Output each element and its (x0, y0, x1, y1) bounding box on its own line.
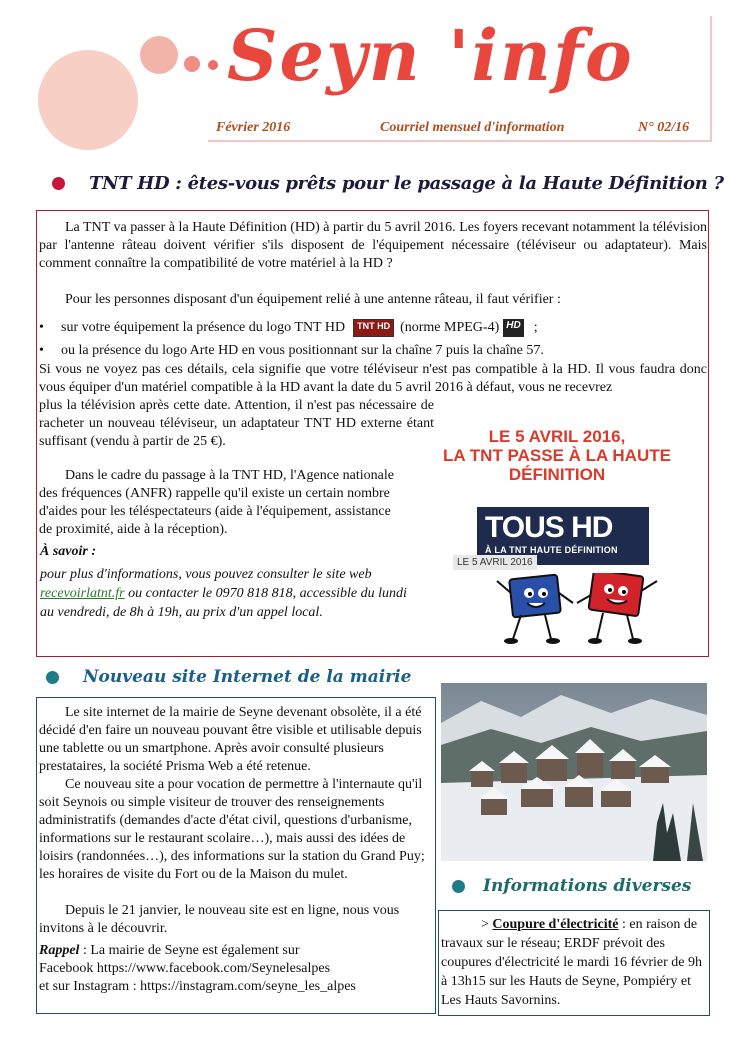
list-item (39, 342, 639, 360)
section-title: TNT HD : êtes-vous prêts pour le passage à la Haute Définition ? (89, 173, 724, 194)
power-cut-notice (441, 915, 707, 1010)
asavoir-text (40, 565, 410, 622)
section-heading-site (46, 667, 411, 687)
infos-article-box (438, 910, 710, 1016)
decorative-circle-small (184, 56, 200, 72)
seyne-winter-village-photo (441, 683, 707, 861)
asavoir-label: À savoir : (40, 544, 96, 559)
hd-tv-logo-icon: HD (503, 319, 523, 337)
tnt-paragraph-compat: Si vous ne voyez pas ces détails, cela signifie que votre téléviseur n'est pas compatible à la HD. Il vous faudra donc vous équiper d'un matériel compatible à la HD avant la date du 5 avril 2016 à défaut, vous ne recevrez (39, 362, 707, 395)
promo-line: DÉFINITION (508, 465, 606, 484)
instagram-link[interactable]: et sur Instagram : https://instagram.com/seyne_les_alpes (39, 979, 356, 994)
bullet-icon (52, 177, 65, 190)
list-bullet: • (39, 320, 44, 335)
site-article-box (36, 697, 436, 1014)
logo-date-band: LE 5 AVRIL 2016 (453, 555, 537, 570)
list-bullet: • (39, 343, 44, 358)
list-item (39, 319, 639, 337)
newsletter-title: Seyn 'info (227, 14, 634, 97)
tnt-paragraph-intro: La TNT va passer à la Haute Définition (HD) à partir du 5 avril 2016. Les foyers recevant notamment la télévision par l'antenne râteau doivent vérifier s'ils disposent de l'équipement nécessaire (téléviseur ou adaptateur). Mais comment connaître la compatibilité de votre matériel à la HD ? (39, 220, 707, 271)
asavoir-text-start: pour plus d'informations, vous pouvez consulter le site web (40, 567, 372, 582)
issue-date: Février 2016 (216, 120, 291, 135)
tnt-article-box (36, 210, 709, 657)
tv-mascots-illustration (491, 573, 671, 651)
promo-line: LA TNT PASSE À LA HAUTE (443, 446, 671, 465)
logo-title: TOUS HD (485, 511, 613, 544)
logo-subtitle: À LA TNT HAUTE DÉFINITION (485, 545, 618, 555)
site-paragraph-intro: Le site internet de la mairie de Seyne devenant obsolète, il a été décidé d'en faire un nouveau pouvant être visible et utilisable depuis une tablette ou un smartphone. Après avoir consulté plusieurs prestataires, la société Prisma Web a été retenue. (39, 705, 422, 774)
tnt-paragraph-adapter: plus la télévision après cette date. Attention, il n'est pas nécessaire de racheter un nouveau téléviseur, un adaptateur TNT HD externe étant suffisant (vendu à partir de 25 €). (39, 398, 434, 449)
tnt-paragraph-anfr: Dans le cadre du passage à la TNT HD, l'Agence nationale des fréquences (ANFR) rappelle qu'il existe un certain nombre d'aides pour les téléspectateurs (aide à l'équipement, assistance de proximité, aide à la réception). (39, 468, 394, 537)
section-title: Nouveau site Internet de la mairie (83, 667, 412, 687)
notice-text: : en raison de travaux sur le réseau; ERDF prévoit des coupures d'électricité le mardi 16 février de 9h à 13h15 sur les Hauts de Seyne, Pompiéry et Les Hauts Savornins. (441, 917, 703, 1008)
rappel-text: : La mairie de Seyne est également sur (79, 943, 300, 958)
list-item-text: sur votre équipement la présence du logo TNT HD (61, 320, 346, 335)
notice-prefix: > (481, 917, 493, 932)
rappel-line (39, 942, 433, 960)
issue-number: N° 02/16 (638, 120, 690, 135)
site-paragraph-purpose: Ce nouveau site a pour vocation de permettre à l'internaute qu'il soit Seynois ou simple visiteur de trouver des renseignements administratifs (demandes d'acte d'état civil, questions d'urbanisme, informations sur le restaurant scolaire…), mais aussi des idées de loisirs (randonnées…), des informations sur la station du Grand Puy; les horaires de visite du Fort ou de la Maison du mulet. (39, 777, 425, 882)
list-item-end: ; (533, 320, 538, 335)
asavoir-text-end: ou contacter le 0970 818 818, accessible du lundi au vendredi, de 8h à 19h, au prix d'un appel local. (40, 586, 407, 620)
rappel-block (39, 942, 433, 996)
list-item-text: (norme MPEG-4) (400, 320, 500, 335)
bullet-icon (46, 671, 59, 684)
facebook-link[interactable]: Facebook https://www.facebook.com/Seynelesalpes (39, 961, 331, 976)
tnt-promo-banner (437, 427, 677, 484)
section-title: Informations diverses (483, 876, 692, 896)
decorative-circle-large (38, 50, 138, 150)
rappel-label: Rappel (39, 943, 80, 958)
section-heading-tnt (52, 173, 724, 194)
list-item-text: ou la présence du logo Arte HD en vous positionnant sur la chaîne 7 puis la chaîne 57. (61, 343, 544, 358)
tnt-paragraph-check: Pour les personnes disposant d'un équipement relié à une antenne râteau, il faut vérifier : (65, 292, 561, 307)
site-paragraph-online: Depuis le 21 janvier, le nouveau site est en ligne, nous vous invitons à le découvrir. (39, 903, 400, 936)
masthead-border (710, 16, 712, 142)
tnt-hd-logo-icon: TNT HD (353, 319, 394, 337)
promo-line: LE 5 AVRIL 2016, (488, 427, 626, 446)
recevoirlatnt-link[interactable]: recevoirlatnt.fr (40, 586, 125, 601)
masthead-divider (208, 140, 712, 142)
decorative-circle-tiny (208, 60, 218, 70)
section-heading-infos (452, 876, 691, 896)
bullet-icon (452, 880, 465, 893)
newsletter-subtitle: Courriel mensuel d'information (380, 120, 565, 135)
decorative-circle-medium (140, 36, 178, 74)
masthead (32, 14, 712, 156)
red-tv-icon (577, 573, 657, 644)
blue-tv-icon (497, 575, 573, 644)
notice-label: Coupure d'électricité (492, 917, 619, 932)
